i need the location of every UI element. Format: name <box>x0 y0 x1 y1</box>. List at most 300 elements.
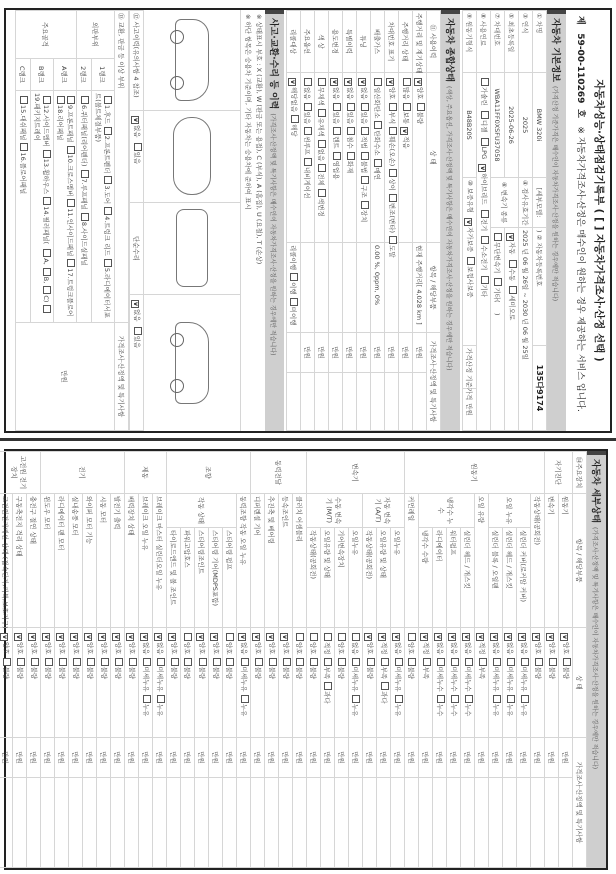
overall-checkbox-1[interactable] <box>333 103 341 111</box>
detail-price-note[interactable] <box>139 778 153 868</box>
page-2-frame <box>1 449 608 870</box>
detail-price-note[interactable] <box>545 778 559 868</box>
vin-label: ⑦ 차대번호 <box>491 11 505 73</box>
overall-checkbox-0[interactable] <box>288 78 296 86</box>
detail-checkbox-1[interactable] <box>352 658 360 666</box>
checkbox-manual[interactable] <box>509 260 517 268</box>
detail-price-note[interactable] <box>69 778 83 868</box>
part-checkbox[interactable] <box>81 213 89 221</box>
overall-checkbox-3[interactable] <box>389 169 397 177</box>
overall-row-extra <box>301 243 315 333</box>
car-top-diagram <box>144 110 240 203</box>
detail-checkbox-0[interactable] <box>310 633 318 641</box>
checkbox-fuel-hybrid[interactable] <box>478 164 486 172</box>
detail-price-note[interactable] <box>559 778 573 868</box>
detail-options <box>391 628 405 738</box>
overall-status-header: 자동차 종합상태(색상, 주요옵션, 가격조사·산정액 및 특기사항은 매수인이 자동차가격조사·산정을 원하는 경우에만 적습니다) <box>441 10 460 431</box>
overall-checkbox-0[interactable] <box>414 78 422 86</box>
part-checkbox[interactable] <box>20 143 28 151</box>
detail-checkbox-0[interactable] <box>210 633 218 641</box>
part-checkbox[interactable] <box>105 207 113 215</box>
detail-checkbox-1[interactable] <box>157 658 165 666</box>
detail-price-note[interactable] <box>195 778 209 868</box>
detail-checkbox-1[interactable] <box>283 658 291 666</box>
overall-checkbox-2[interactable] <box>389 127 397 135</box>
detail-checkbox-1[interactable] <box>129 658 137 666</box>
detail-checkbox-1[interactable] <box>563 658 571 666</box>
detail-option-label: 불량 <box>212 666 220 680</box>
part-checkbox[interactable] <box>44 268 52 276</box>
detail-checkbox-1[interactable] <box>535 658 543 666</box>
detail-row <box>517 452 531 868</box>
overall-option-label: 적법 <box>360 136 368 149</box>
detail-checkbox-0[interactable] <box>378 633 386 641</box>
checkbox-fuel-electric[interactable] <box>481 210 489 218</box>
detail-checkbox-0[interactable] <box>56 633 64 641</box>
detail-checkbox-0[interactable] <box>518 633 526 641</box>
detail-checkbox-2[interactable] <box>451 695 459 703</box>
part-checkbox[interactable] <box>67 96 75 104</box>
detail-option-label: 누유 <box>156 703 164 717</box>
part-checkbox[interactable] <box>81 96 89 104</box>
part-checkbox[interactable] <box>44 286 52 294</box>
part-checkbox[interactable] <box>105 96 113 104</box>
detail-option-label: 미세누유 <box>351 666 359 692</box>
detail-checkbox-1[interactable] <box>143 658 151 666</box>
overall-checkbox-2[interactable] <box>361 127 369 135</box>
detail-price-note[interactable] <box>237 778 251 868</box>
part-checkbox[interactable] <box>67 146 75 154</box>
detail-checkbox-0[interactable] <box>70 633 78 641</box>
detail-checkbox-0[interactable] <box>504 633 512 641</box>
detail-checkbox-0[interactable] <box>392 633 400 641</box>
part-label: 16.플로어패널 <box>19 152 27 195</box>
overall-checkbox-1[interactable] <box>389 103 397 111</box>
overall-checkbox-1[interactable] <box>347 103 355 111</box>
overall-checkbox-0[interactable] <box>403 78 411 86</box>
detail-unit: 만원 <box>139 738 153 778</box>
part-checkbox[interactable] <box>67 199 75 207</box>
overall-row-price-note[interactable] <box>287 373 301 431</box>
model-label: ① 차명 <box>533 11 547 73</box>
detail-checkbox-0[interactable] <box>532 633 540 641</box>
detail-price-note[interactable] <box>167 778 181 868</box>
detail-checkbox-0[interactable] <box>296 633 304 641</box>
detail-price-note[interactable] <box>41 778 55 868</box>
detail-checkbox-2[interactable] <box>324 682 332 690</box>
overall-row-options <box>301 73 315 243</box>
item-label: 작동상태(공회전) <box>307 528 321 628</box>
detail-checkbox-2[interactable] <box>521 695 529 703</box>
checkbox-cvt[interactable] <box>494 233 502 241</box>
detail-price-note[interactable] <box>321 778 335 868</box>
detail-price-note[interactable] <box>489 778 503 868</box>
device-label: 자기진단 <box>545 452 573 494</box>
detail-checkbox-1[interactable] <box>45 658 53 666</box>
item-label: 구동축전지 격리 상태 <box>13 494 27 628</box>
detail-checkbox-1[interactable] <box>310 658 318 666</box>
recall-done-checkbox-0[interactable] <box>290 273 298 281</box>
part-checkbox[interactable] <box>44 96 52 104</box>
overall-checkbox-4[interactable] <box>361 176 369 184</box>
detail-checkbox-1[interactable] <box>395 658 403 666</box>
detail-options <box>237 628 251 738</box>
checkbox-fuel-other[interactable] <box>481 276 489 284</box>
item-label: 타이로드엔드 및 볼 조인트 <box>167 528 181 628</box>
overall-checkbox-4[interactable] <box>318 189 326 197</box>
detail-checkbox-1[interactable] <box>423 658 431 666</box>
part-checkbox[interactable] <box>105 127 113 135</box>
overall-checkbox-2[interactable] <box>318 140 326 148</box>
overall-checkbox-1[interactable] <box>374 121 382 129</box>
detail-checkbox-0[interactable] <box>126 633 134 641</box>
detail-checkbox-0[interactable] <box>338 633 346 641</box>
detail-price-note[interactable] <box>363 778 377 868</box>
detail-price-note[interactable] <box>391 778 405 868</box>
detail-price-note[interactable] <box>181 778 195 868</box>
detail-checkbox-0[interactable] <box>154 633 162 641</box>
detail-checkbox-1[interactable] <box>408 658 416 666</box>
overall-row-extra: 리콜이행이행미이행 <box>287 243 301 333</box>
detail-checkbox-1[interactable] <box>115 658 123 666</box>
detail-checkbox-1[interactable] <box>479 658 487 666</box>
detail-checkbox-0[interactable] <box>280 633 288 641</box>
detail-unit: 만원 <box>391 738 405 778</box>
checkbox-insurer-warranty[interactable] <box>467 257 475 265</box>
overall-checkbox-5[interactable] <box>361 201 369 209</box>
overall-checkbox-3[interactable] <box>333 152 341 160</box>
checkbox-auto[interactable] <box>506 233 514 241</box>
overall-checkbox-2[interactable] <box>304 127 312 135</box>
detail-checkbox-2[interactable] <box>143 695 151 703</box>
detail-options <box>447 628 461 738</box>
detail-price-note[interactable] <box>349 778 363 868</box>
detail-checkbox-1[interactable] <box>451 658 459 666</box>
detail-price-note[interactable] <box>461 778 475 868</box>
detail-checkbox-1[interactable] <box>269 658 277 666</box>
detail-price-note[interactable] <box>447 778 461 868</box>
part-label: 15.대쉬패널 <box>19 105 27 141</box>
detail-row <box>83 452 97 868</box>
overall-checkbox-2[interactable] <box>347 127 355 135</box>
detail-checkbox-1[interactable] <box>367 658 375 666</box>
detail-checkbox-0[interactable] <box>140 633 148 641</box>
overall-row-price-note[interactable] <box>371 373 385 431</box>
overall-row-options <box>357 73 371 243</box>
part-checkbox[interactable] <box>20 96 28 104</box>
detail-price-note[interactable] <box>0 778 13 868</box>
detail-checkbox-0[interactable] <box>238 633 246 641</box>
overall-row-price-note[interactable] <box>385 373 399 431</box>
detail-checkbox-0[interactable] <box>0 633 8 641</box>
detail-checkbox-0[interactable] <box>14 633 22 641</box>
detail-checkbox-0[interactable] <box>324 633 332 641</box>
detail-checkbox-1[interactable] <box>199 658 207 666</box>
overall-checkbox-3[interactable] <box>318 164 326 172</box>
detail-option-label: 없음 <box>464 642 472 655</box>
detail-price-note[interactable] <box>517 778 531 868</box>
overall-checkbox-1[interactable] <box>361 103 369 111</box>
overall-checkbox-1[interactable] <box>291 115 299 123</box>
overall-checkbox-2[interactable] <box>400 127 408 135</box>
overall-checkbox-1[interactable] <box>417 103 425 111</box>
overall-row-price-note[interactable] <box>329 373 343 431</box>
detail-price-note[interactable] <box>503 778 517 868</box>
detail-options <box>545 628 559 738</box>
detail-checkbox-0[interactable] <box>98 633 106 641</box>
detail-checkbox-1[interactable] <box>226 658 234 666</box>
detail-checkbox-1[interactable] <box>521 658 529 666</box>
detail-options <box>321 628 335 738</box>
overall-checkbox-0[interactable] <box>318 78 326 86</box>
overall-row-extra <box>399 243 413 333</box>
detail-checkbox-2[interactable] <box>493 695 501 703</box>
overall-row <box>315 11 329 431</box>
detail-options <box>209 628 223 738</box>
overall-row-price-note[interactable] <box>301 373 315 431</box>
overall-checkbox-5[interactable] <box>389 236 397 244</box>
detail-checkbox-1[interactable] <box>31 658 39 666</box>
detail-price-note[interactable] <box>111 778 125 868</box>
detail-checkbox-2[interactable] <box>157 695 165 703</box>
checkbox-other-transmission[interactable] <box>494 278 502 286</box>
detail-unit: 만원 <box>433 738 447 778</box>
detail-checkbox-1[interactable] <box>87 658 95 666</box>
checkbox-fuel-gasoline[interactable] <box>481 78 489 86</box>
detail-option-label: 양호 <box>534 642 542 655</box>
recall-done-checkbox-1[interactable] <box>290 298 298 306</box>
detail-price-note[interactable] <box>265 778 279 868</box>
detail-checkbox-1[interactable] <box>59 658 67 666</box>
detail-checkbox-1[interactable] <box>338 658 346 666</box>
year-label: ③ 연식 <box>519 11 533 73</box>
detail-checkbox-0[interactable] <box>560 633 568 641</box>
detail-checkbox-0[interactable] <box>448 633 456 641</box>
checkbox-self-warranty[interactable] <box>464 218 472 226</box>
fuel-options: 가솔린 디젤 LPG v하이브리드 전기 수소전기 기타 <box>477 73 491 431</box>
detail-checkbox-0[interactable] <box>420 633 428 641</box>
detail-price-note[interactable] <box>335 778 349 868</box>
detail-price-note[interactable] <box>223 778 237 868</box>
overall-checkbox-1[interactable] <box>318 109 326 117</box>
detail-checkbox-1[interactable] <box>507 658 515 666</box>
overall-checkbox-3[interactable] <box>304 158 312 166</box>
detail-checkbox-1[interactable] <box>549 658 557 666</box>
part-checkbox[interactable] <box>57 96 65 104</box>
detail-price-note[interactable] <box>13 778 27 868</box>
detail-price-note[interactable] <box>125 778 139 868</box>
detail-checkbox-0[interactable] <box>462 633 470 641</box>
overall-checkbox-0[interactable] <box>358 78 366 86</box>
detail-checkbox-0[interactable] <box>112 633 120 641</box>
overall-checkbox-0[interactable] <box>344 78 352 86</box>
detail-model-label: [세부모델: <box>533 178 547 228</box>
overall-checkbox-2[interactable] <box>374 159 382 167</box>
overall-row-price-note[interactable] <box>413 373 427 431</box>
detail-checkbox-1[interactable] <box>73 658 81 666</box>
detail-unit: 만원 <box>475 738 489 778</box>
part-checkbox[interactable] <box>44 150 52 158</box>
part-label: 13.휠하우스 <box>42 158 51 195</box>
detail-checkbox-1[interactable] <box>381 658 389 666</box>
part-checkbox[interactable] <box>67 259 75 267</box>
detail-checkbox-0[interactable] <box>408 633 416 641</box>
sub-device-label: 작동 상태 <box>167 494 237 528</box>
detail-checkbox-1[interactable] <box>213 658 221 666</box>
vehicle-type-note: ※ 하단 항목은 승용차 기준이며, 기타 자동차는 승용차에 준하여 표시 <box>244 14 252 210</box>
overall-row <box>343 11 357 431</box>
plate-label-cell: ) ② 자동차등록번호 <box>533 228 547 346</box>
item-label: 작동상태(공회전) <box>531 494 545 628</box>
part-checkbox[interactable] <box>44 305 52 313</box>
detail-unit: 만원 <box>41 738 55 778</box>
part-label: 18.리어패널 <box>56 105 64 141</box>
item-label: 실린더 헤드 / 개스킷 <box>503 528 517 628</box>
overall-checkbox-0[interactable] <box>330 78 338 86</box>
detail-checkbox-0[interactable] <box>226 633 234 641</box>
detail-checkbox-1[interactable] <box>493 658 501 666</box>
overall-checkbox-1[interactable] <box>403 103 411 111</box>
detail-checkbox-0[interactable] <box>252 633 260 641</box>
detail-checkbox-2[interactable] <box>507 695 515 703</box>
recall-done-option-label: 이행 <box>289 282 297 295</box>
checkbox-repair-yes[interactable] <box>134 327 142 335</box>
part-checkbox[interactable] <box>44 249 52 257</box>
checkbox-fuel-hydrogen[interactable] <box>481 236 489 244</box>
detail-option-label: 없음 <box>351 642 359 655</box>
detail-checkbox-0[interactable] <box>266 633 274 641</box>
detail-options <box>27 628 41 738</box>
detail-checkbox-0[interactable] <box>84 633 92 641</box>
overall-checkbox-4[interactable] <box>389 194 397 202</box>
detail-option-label: 불량 <box>100 666 108 680</box>
overall-row-options <box>385 73 399 258</box>
col-price: 가격조사·산정액 및 특기사항 <box>573 738 587 868</box>
detail-price-note[interactable] <box>55 778 69 868</box>
checkbox-accident-yes[interactable] <box>134 143 142 151</box>
detail-checkbox-1[interactable] <box>3 658 11 666</box>
part-checkbox[interactable] <box>105 259 113 267</box>
detail-price-note[interactable] <box>209 778 223 868</box>
detail-price-note[interactable] <box>293 778 307 868</box>
overall-checkbox-1[interactable] <box>304 103 312 111</box>
part-checkbox[interactable] <box>81 170 89 178</box>
detail-checkbox-2[interactable] <box>465 695 473 703</box>
detail-option-label: 불량 <box>337 666 345 680</box>
detail-options <box>349 628 363 738</box>
detail-option-label: 미세누수 <box>450 666 458 692</box>
checkbox-fuel-lpg[interactable] <box>481 138 489 146</box>
detail-checkbox-1[interactable] <box>184 658 192 666</box>
detail-checkbox-0[interactable] <box>168 633 176 641</box>
detail-options <box>41 628 55 738</box>
detail-checkbox-0[interactable] <box>28 633 36 641</box>
overall-checkbox-2[interactable] <box>333 127 341 135</box>
detail-checkbox-2[interactable] <box>395 695 403 703</box>
detail-checkbox-1[interactable] <box>255 658 263 666</box>
detail-checkbox-0[interactable] <box>434 633 442 641</box>
checkbox-accident-none[interactable] <box>131 116 139 124</box>
detail-checkbox-2[interactable] <box>381 682 389 690</box>
detail-checkbox-0[interactable] <box>352 633 360 641</box>
detail-checkbox-2[interactable] <box>241 695 249 703</box>
detail-price-note[interactable] <box>433 778 447 868</box>
checkbox-repair-none[interactable] <box>131 300 139 308</box>
detail-price-note[interactable] <box>251 778 265 868</box>
transmission-label: ⑥ 변속기 종류 <box>491 178 519 228</box>
number-suffix: 호 <box>575 109 585 118</box>
detail-price-note[interactable] <box>153 778 167 868</box>
detail-checkbox-0[interactable] <box>184 633 192 641</box>
overall-checkbox-0[interactable] <box>374 78 382 86</box>
detail-price-note[interactable] <box>279 778 293 868</box>
detail-price-note[interactable] <box>531 778 545 868</box>
transmission-options-row1: v자동 수동 세미오토 <box>505 228 519 431</box>
detail-checkbox-2[interactable] <box>437 695 445 703</box>
detail-checkbox-0[interactable] <box>546 633 554 641</box>
detail-price-note[interactable] <box>27 778 41 868</box>
detail-options <box>517 628 531 738</box>
detail-options <box>167 628 181 738</box>
detail-unit: 만원 <box>167 738 181 778</box>
detail-unit: 만원 <box>181 738 195 778</box>
detail-price-note[interactable] <box>97 778 111 868</box>
detail-checkbox-1[interactable] <box>171 658 179 666</box>
overall-checkbox-0[interactable] <box>386 78 394 86</box>
detail-checkbox-0[interactable] <box>476 633 484 641</box>
overall-row-label: 배출가스 <box>371 11 385 73</box>
detail-checkbox-1[interactable] <box>101 658 109 666</box>
checkbox-semi-auto[interactable] <box>509 286 517 294</box>
detail-checkbox-1[interactable] <box>465 658 473 666</box>
detail-option-label: 불량 <box>170 666 178 680</box>
checkbox-fuel-diesel[interactable] <box>481 111 489 119</box>
detail-option-label: 부족 <box>380 666 388 680</box>
part-checkbox[interactable] <box>44 197 52 205</box>
detail-price-note[interactable] <box>405 778 419 868</box>
detail-checkbox-0[interactable] <box>196 633 204 641</box>
detail-price-note[interactable] <box>419 778 433 868</box>
detail-price-note[interactable] <box>377 778 391 868</box>
part-checkbox[interactable] <box>105 176 113 184</box>
overall-option-label: 장치 <box>360 209 368 223</box>
detail-checkbox-1[interactable] <box>324 658 332 666</box>
overall-checkbox-3[interactable] <box>347 152 355 160</box>
detail-checkbox-0[interactable] <box>42 633 50 641</box>
overall-option-label: 상이 <box>388 178 396 191</box>
overall-checkbox-0[interactable] <box>304 78 312 86</box>
overall-row-price-note[interactable] <box>343 373 357 431</box>
detail-options <box>433 628 447 738</box>
detail-checkbox-1[interactable] <box>17 658 25 666</box>
overall-row-price-note[interactable] <box>357 373 371 431</box>
detail-checkbox-1[interactable] <box>437 658 445 666</box>
accident-history-header: 사고·교환·수리 등 이력(가격조사·산정액 및 특기사항은 매수인이 자동차가격조사·산정을 원하는 경우에만 적습니다) <box>265 10 284 431</box>
detail-checkbox-1[interactable] <box>241 658 249 666</box>
detail-checkbox-1[interactable] <box>296 658 304 666</box>
detail-price-note[interactable] <box>475 778 489 868</box>
overall-row-price-note[interactable] <box>315 373 329 431</box>
detail-price-note[interactable] <box>307 778 321 868</box>
detail-price-note[interactable] <box>83 778 97 868</box>
detail-checkbox-2[interactable] <box>352 695 360 703</box>
sub-device-label: 수동 변속기 (M/T) <box>307 494 363 528</box>
detail-checkbox-0[interactable] <box>490 633 498 641</box>
detail-checkbox-0[interactable] <box>364 633 372 641</box>
overall-row-unit: 만원 <box>329 333 343 373</box>
overall-row-price-note[interactable] <box>399 373 413 431</box>
overall-checkbox-3[interactable] <box>361 152 369 160</box>
